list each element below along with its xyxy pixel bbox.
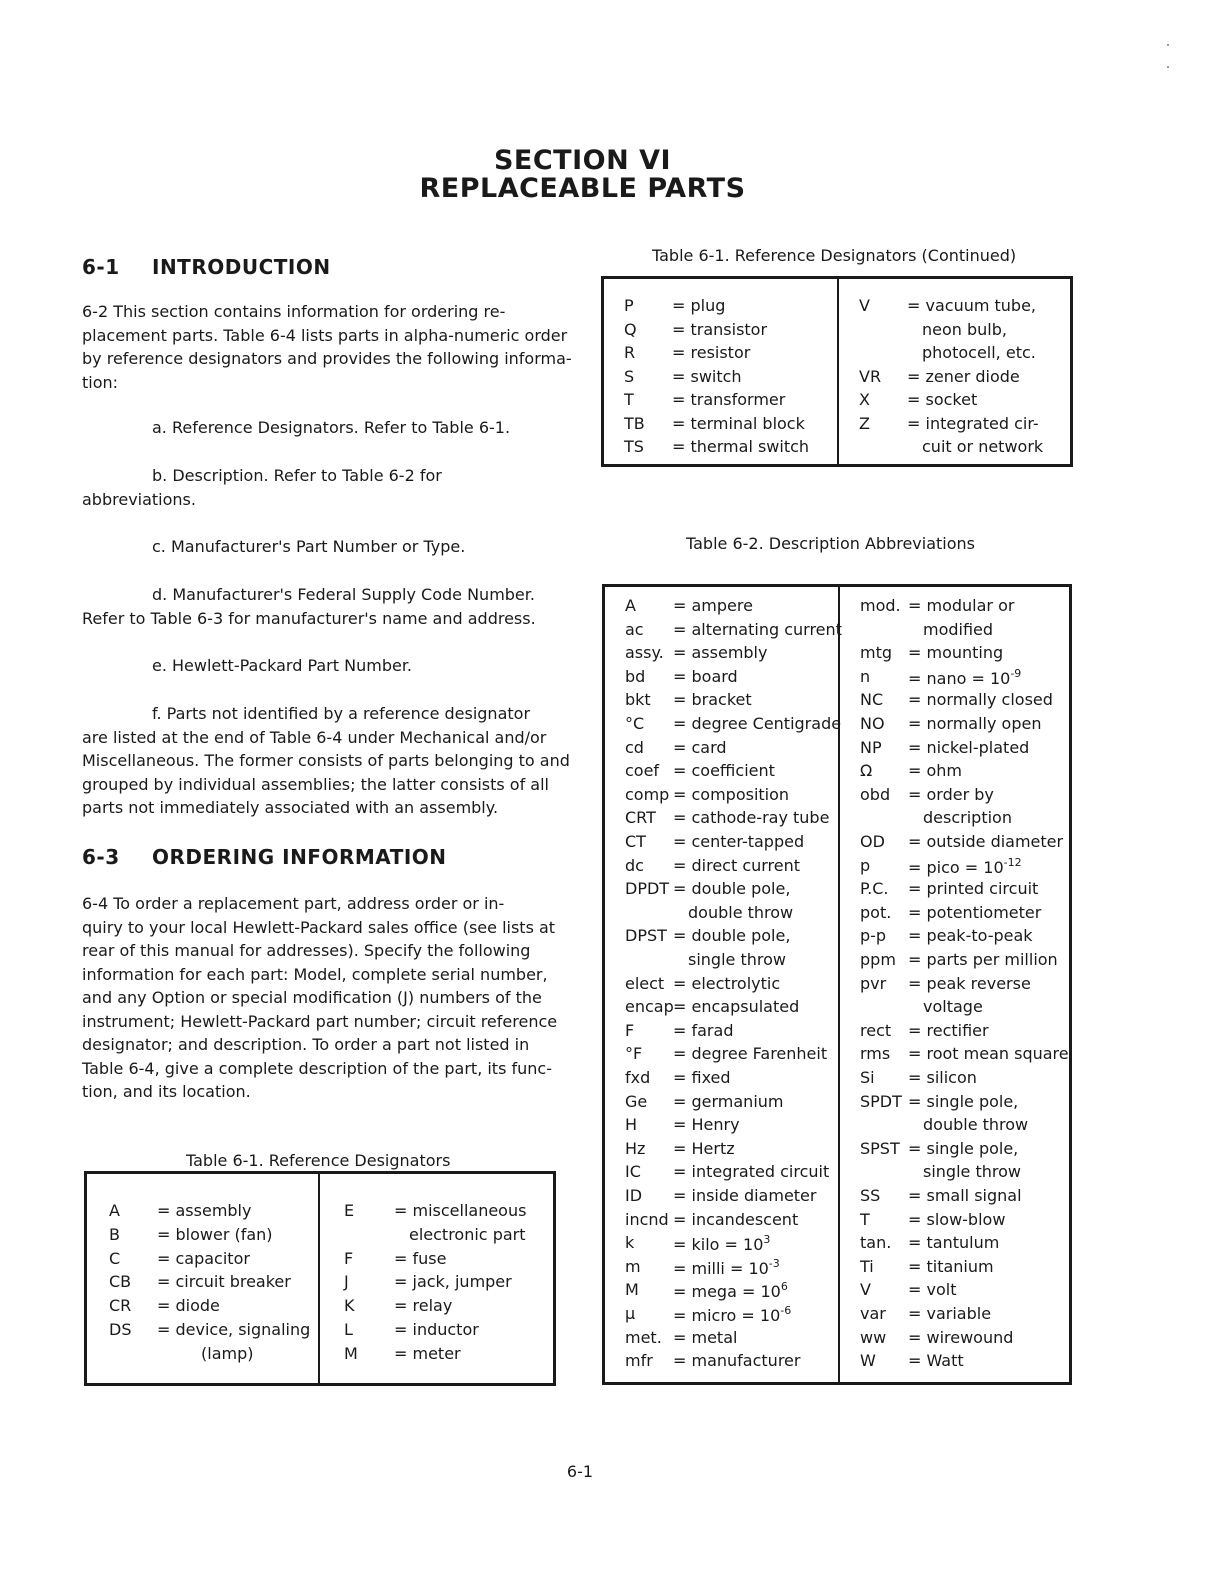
section-title: SECTION VI <box>493 145 672 176</box>
designator-code: A <box>109 1201 120 1220</box>
designator-code: mtg <box>860 643 893 663</box>
designator-description: = circuit breaker <box>157 1272 291 1292</box>
designator-description: = micro = 10 <box>673 1306 781 1325</box>
designator-code: m <box>625 1256 641 1276</box>
designator-description: = titanium <box>908 1256 994 1276</box>
item-c: c. Manufacturer's Part Number or Type. <box>152 537 466 556</box>
designator-code: V <box>860 1280 871 1300</box>
designator-description: = germanium <box>673 1091 784 1111</box>
designator-code: TS <box>624 437 644 456</box>
designator-code: Z <box>859 413 870 433</box>
scan-speck <box>1167 66 1169 68</box>
designator-description: = slow-blow <box>908 1209 1006 1229</box>
designator-description: = modular or <box>908 596 1015 615</box>
designator-description: = coefficient <box>673 761 775 781</box>
designator-code: CT <box>625 832 646 851</box>
designator-description: = potentiometer <box>908 902 1042 922</box>
designator-code: NP <box>860 737 882 757</box>
table-6-1-continued <box>601 276 1073 467</box>
designator-description: = thermal switch <box>672 437 810 456</box>
designator-description: = double pole, <box>673 926 791 946</box>
paragraph-6-2: 6-2 This section contains information for ordering re- placement parts. Table 6-4 lists parts in alpha-numeric order by reference designators and provides the following informa- tion: <box>82 302 572 392</box>
designator-code: NO <box>860 714 885 733</box>
designator-description: voltage <box>923 997 983 1017</box>
designator-description: = parts per million <box>908 950 1058 969</box>
designator-description: = switch <box>672 366 742 386</box>
designator-code: p-p <box>860 926 887 946</box>
designator-code: dc <box>625 855 644 875</box>
designator-code: L <box>344 1320 353 1339</box>
designator-description: = device, signaling <box>157 1320 311 1339</box>
scan-speck <box>1167 44 1169 46</box>
designator-code: V <box>859 296 870 315</box>
designator-code: tan. <box>860 1233 892 1253</box>
designator-code: M <box>344 1343 358 1363</box>
item-b: b. Description. Refer to Table 6-2 for abbreviations. <box>82 466 442 509</box>
designator-code: F <box>344 1248 354 1268</box>
designator-code: W <box>860 1351 876 1371</box>
designator-code: μ <box>625 1304 636 1323</box>
designator-code: CB <box>109 1272 132 1292</box>
designator-code: Ω <box>860 761 873 781</box>
designator-description: = jack, jumper <box>394 1272 512 1292</box>
designator-description: = single pole, <box>908 1091 1019 1111</box>
designator-description: = manufacturer <box>673 1351 801 1371</box>
table-6-1-caption: Table 6-1. Reference Designators <box>186 1151 451 1170</box>
designator-code: J <box>344 1272 349 1292</box>
designator-description: = center-tapped <box>673 832 805 851</box>
designator-description: = blower (fan) <box>157 1224 273 1244</box>
designator-code: k <box>625 1233 635 1253</box>
designator-description: = incandescent <box>673 1209 799 1229</box>
designator-description: = nano = 10 <box>908 668 1011 688</box>
designator-code: elect <box>625 973 665 993</box>
designator-description: = fixed <box>673 1068 731 1087</box>
designator-code: P.C. <box>860 879 889 899</box>
designator-code: K <box>344 1296 355 1316</box>
designator-description: = transformer <box>672 390 786 409</box>
designator-code: encap <box>625 997 674 1017</box>
designator-description: = assembly <box>157 1201 252 1220</box>
designator-code: rms <box>860 1044 891 1064</box>
designator-code: °C <box>625 714 645 733</box>
designator-code: ww <box>860 1327 887 1347</box>
designator-description: modified <box>923 619 994 639</box>
designator-code: °F <box>625 1044 643 1064</box>
designator-code: NC <box>860 690 884 710</box>
designator-code: pvr <box>860 973 887 993</box>
table-6-2-caption: Table 6-2. Description Abbreviations <box>686 534 976 553</box>
designator-code: rect <box>860 1020 892 1040</box>
designator-description: = tantulum <box>908 1233 1000 1253</box>
table-6-1-continued-caption: Table 6-1. Reference Designators (Continued) <box>652 246 1017 265</box>
designator-code: P <box>624 296 634 315</box>
designator-code: mod. <box>860 596 901 615</box>
designator-code: A <box>625 596 636 615</box>
designator-code: X <box>859 390 870 409</box>
exponent: 3 <box>763 1233 771 1247</box>
designator-code: p <box>860 855 871 875</box>
table-6-1 <box>84 1171 556 1386</box>
table-6-2 <box>602 584 1072 1385</box>
heading-ordering-information: 6-3 ORDERING INFORMATION <box>82 845 447 869</box>
designator-description: = inside diameter <box>673 1186 817 1205</box>
designator-description: = volt <box>908 1280 957 1300</box>
designator-code: Hz <box>625 1138 646 1158</box>
designator-description: = integrated circuit <box>673 1162 830 1182</box>
designator-description: = socket <box>907 390 978 409</box>
designator-description: = integrated cir- <box>907 413 1039 433</box>
designator-description: = normally closed <box>908 690 1053 710</box>
designator-code: Ge <box>625 1091 648 1111</box>
designator-code: fxd <box>625 1068 651 1087</box>
designator-code: n <box>860 666 871 686</box>
designator-code: F <box>625 1020 635 1040</box>
designator-description: = resistor <box>672 343 751 362</box>
designator-description: = direct current <box>673 855 801 875</box>
designator-code: VR <box>859 366 882 386</box>
designator-description: electronic part <box>409 1224 526 1244</box>
designator-description: = outside diameter <box>908 832 1064 851</box>
designator-description: = printed circuit <box>908 879 1039 899</box>
designator-code: Si <box>860 1068 875 1087</box>
designator-description: description <box>923 808 1012 828</box>
paragraph-6-4: 6-4 To order a replacement part, address order or in- quiry to your local Hewlett-Packard sales office (see lists at rear of this manual for addresses). Specify the following information for each part: Model, complete serial number, and any Option or special modification (J) numbers of the instrument; Hewlett-Packard part number; circuit reference designator; and description. To order a part not listed in Table 6-4, give a complete description of the part, its func- tion, and its location. <box>82 894 558 1101</box>
designator-code: obd <box>860 784 891 804</box>
designator-description: = variable <box>908 1304 992 1323</box>
column-divider <box>838 587 840 1382</box>
designator-description: = bracket <box>673 690 752 710</box>
designator-description: = meter <box>394 1343 461 1363</box>
designator-code: TB <box>624 413 645 433</box>
designator-description: = relay <box>394 1296 453 1316</box>
designator-description: = transistor <box>672 319 768 339</box>
designator-description: = silicon <box>908 1068 977 1087</box>
designator-description: = inductor <box>394 1320 479 1339</box>
item-f: f. Parts not identified by a reference designator are listed at the end of Table 6-4 under Mechanical and/or Miscellaneous. The former consists of parts belonging to and grouped by individual assemblies; the latter consists of all parts not immediately associated with an assembly. <box>82 704 570 817</box>
designator-description: = board <box>673 666 738 686</box>
designator-code: Q <box>624 319 637 339</box>
designator-code: CRT <box>625 808 656 828</box>
designator-description: = zener diode <box>907 366 1020 386</box>
item-a: a. Reference Designators. Refer to Table 6-1. <box>152 418 511 437</box>
designator-description: = electrolytic <box>673 973 781 993</box>
designator-code: T <box>624 390 634 409</box>
designator-code: met. <box>625 1327 662 1347</box>
designator-description: photocell, etc. <box>922 343 1036 362</box>
designator-description: = ohm <box>908 761 963 781</box>
designator-code: comp <box>625 784 670 804</box>
designator-description: = assembly <box>673 643 768 663</box>
designator-description: = encapsulated <box>673 997 800 1017</box>
designator-code: cd <box>625 737 644 757</box>
item-e: e. Hewlett-Packard Part Number. <box>152 656 413 675</box>
designator-code: IC <box>625 1162 641 1182</box>
designator-code: M <box>625 1280 639 1300</box>
designator-description: = pico = 10 <box>908 857 1004 877</box>
designator-code: DPST <box>625 926 667 946</box>
designator-code: OD <box>860 832 885 851</box>
designator-description: = root mean square <box>908 1044 1069 1064</box>
exponent: -3 <box>768 1256 780 1270</box>
designator-description: = capacitor <box>157 1248 250 1268</box>
designator-description: (lamp) <box>201 1343 254 1363</box>
designator-description: = order by <box>908 784 994 804</box>
designator-description: = peak reverse <box>908 973 1031 993</box>
designator-code: ID <box>625 1186 643 1205</box>
designator-description: = terminal block <box>672 413 805 433</box>
designator-description: = diode <box>157 1296 220 1316</box>
designator-code: H <box>625 1115 638 1135</box>
exponent: 6 <box>780 1280 788 1294</box>
column-divider <box>318 1174 320 1383</box>
designator-description: = peak-to-peak <box>908 926 1033 946</box>
column-divider <box>837 279 839 464</box>
designator-description: = single pole, <box>908 1138 1019 1158</box>
designator-description: = small signal <box>908 1186 1022 1205</box>
designator-description: = Hertz <box>673 1138 735 1158</box>
designator-code: T <box>860 1209 870 1229</box>
designator-code: SPDT <box>860 1091 902 1111</box>
designator-description: = farad <box>673 1020 734 1040</box>
page-number: 6-1 <box>566 1462 594 1481</box>
designator-description: = degree Farenheit <box>673 1044 828 1064</box>
designator-description: = ampere <box>673 596 753 615</box>
designator-description: single throw <box>688 950 786 969</box>
exponent: -6 <box>780 1304 792 1317</box>
designator-code: CR <box>109 1296 132 1316</box>
designator-code: incnd <box>625 1209 669 1229</box>
designator-code: SPST <box>860 1138 900 1158</box>
designator-description: = card <box>673 737 727 757</box>
section-subtitle: REPLACEABLE PARTS <box>419 173 746 204</box>
designator-description: = milli = 10 <box>673 1258 769 1278</box>
designator-code: mfr <box>625 1351 653 1371</box>
designator-description: = alternating current <box>673 619 842 639</box>
designator-code: Ti <box>860 1256 874 1276</box>
designator-description: = double pole, <box>673 879 791 899</box>
exponent: -9 <box>1010 666 1022 680</box>
designator-description: = miscellaneous <box>394 1201 527 1220</box>
designator-description: single throw <box>923 1162 1021 1182</box>
designator-description: cuit or network <box>922 437 1044 456</box>
designator-description: = fuse <box>394 1248 447 1268</box>
designator-code: assy. <box>625 643 664 663</box>
heading-introduction: 6-1 INTRODUCTION <box>82 255 331 279</box>
designator-description: = metal <box>673 1327 738 1347</box>
designator-code: bd <box>625 666 646 686</box>
designator-code: ac <box>625 619 644 639</box>
designator-code: E <box>344 1201 355 1220</box>
designator-description: = rectifier <box>908 1020 989 1040</box>
designator-description: = vacuum tube, <box>907 296 1037 315</box>
designator-description: = normally open <box>908 714 1042 733</box>
designator-code: SS <box>860 1186 881 1205</box>
designator-code: DS <box>109 1320 132 1339</box>
designator-description: = nickel-plated <box>908 737 1030 757</box>
designator-code: pot. <box>860 902 892 922</box>
designator-description: = Henry <box>673 1115 740 1135</box>
designator-code: ppm <box>860 950 896 969</box>
designator-code: R <box>624 343 636 362</box>
designator-description: = mega = 10 <box>673 1282 781 1302</box>
designator-description: neon bulb, <box>922 319 1007 339</box>
designator-description: double throw <box>688 902 794 922</box>
designator-code: coef <box>625 761 660 781</box>
designator-description: = wirewound <box>908 1327 1014 1347</box>
designator-code: S <box>624 366 635 386</box>
designator-description: = Watt <box>908 1351 964 1371</box>
designator-code: DPDT <box>625 879 670 899</box>
designator-code: var <box>860 1304 886 1323</box>
item-d: d. Manufacturer's Federal Supply Code Number. Refer to Table 6-3 for manufacturer's name and address. <box>82 585 536 628</box>
designator-code: B <box>109 1224 120 1244</box>
designator-description: = kilo = 10 <box>673 1235 764 1255</box>
designator-code: C <box>109 1248 121 1268</box>
exponent: -12 <box>1003 855 1022 869</box>
designator-description: = mounting <box>908 643 1004 663</box>
designator-description: double throw <box>923 1115 1029 1135</box>
designator-description: = composition <box>673 784 790 804</box>
designator-description: = plug <box>672 296 726 315</box>
designator-description: = degree Centigrade <box>673 714 842 733</box>
designator-description: = cathode-ray tube <box>673 808 830 828</box>
designator-code: bkt <box>625 690 651 710</box>
